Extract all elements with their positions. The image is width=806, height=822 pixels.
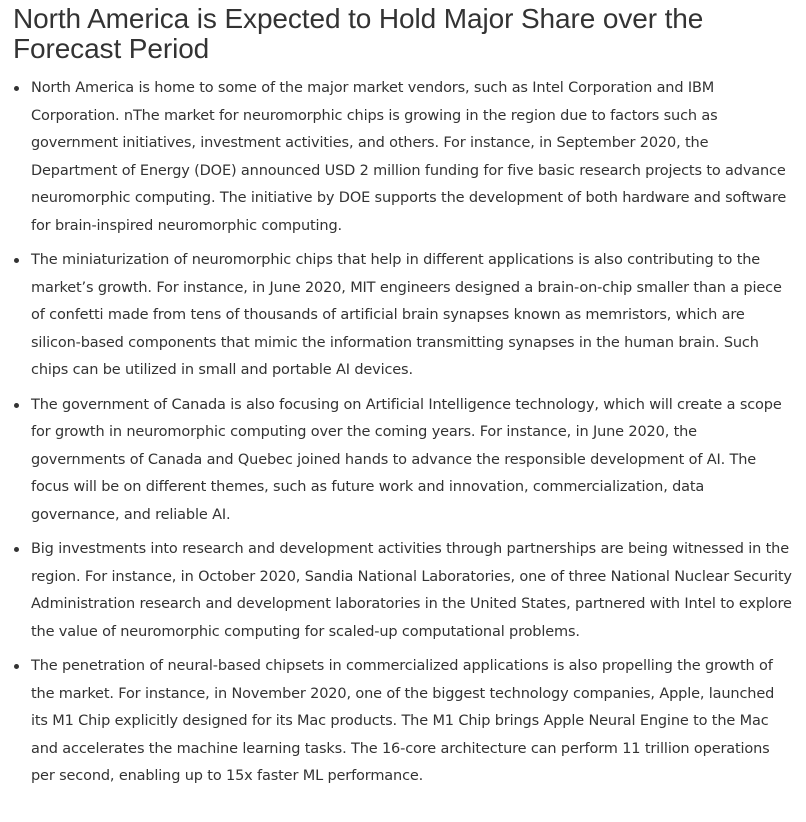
bullet-list: [13, 75, 792, 791]
bullet-text: The penetration of neural-based chipsets in commercialized applications is also propelling the growth of the market. For instance, in November 2020, one of the biggest technology companies, Apple, launched its M1 Chip explicitly designed for its Mac products. The M1 Chip brings Apple Neural Engine to the Mac and accelerates the machine learning tasks. The 16-core architecture can perform 11 trillion operations per second, enabling up to 15x faster ML performance.: [31, 658, 775, 784]
bullet-text: Big investments into research and development activities through partnerships are being witnessed in the region. For instance, in October 2020, Sandia National Laboratories, one of three National Nuclear Security Administration research and development laboratories in the United States, partnered with Intel to explore the value of neuromorphic computing for scaled-up computational problems.: [31, 541, 792, 640]
bullet-text: The miniaturization of neuromorphic chips that help in different applications is also contributing to the market’s growth. For instance, in June 2020, MIT engineers designed a brain-on-chip smaller than a piece of confetti made from tens of thousands of artificial brain synapses known as memristors, which are silicon-based components that mimic the information transmitting synapses in the human brain. Such chips can be utilized in small and portable AI devices.: [31, 252, 782, 378]
bullet-item-apple-m1: [31, 653, 792, 791]
bullet-item-north-america: [31, 75, 792, 240]
bullet-text: The government of Canada is also focusing on Artificial Intelligence technology, which will create a scope for growth in neuromorphic computing over the coming years. For instance, in June 2020, the governments of Canada and Quebec joined hands to advance the responsible development of AI. The focus will be on different themes, such as future work and innovation, commercialization, data governance, and reliable AI.: [31, 396, 782, 523]
bullet-dot-icon: [14, 664, 19, 669]
bullet-item-miniaturization: [31, 247, 792, 385]
bullet-item-canada: [31, 392, 792, 530]
bullet-dot-icon: [14, 86, 19, 91]
bullet-text: North America is home to some of the major market vendors, such as Intel Corporation and IBM Corporation. nThe market for neuromorphic chips is growing in the region due to factors such as government initiatives, investment activities, and others. For instance, in September 2020, the Department of Energy (DOE) announced USD 2 million funding for five basic research projects to advance neuromorphic computing. The initiative by DOE supports the development of both hardware and software for brain-inspired neuromorphic computing.: [31, 80, 787, 234]
bullet-item-investments: [31, 536, 792, 646]
bullet-dot-icon: [14, 403, 19, 408]
bullet-dot-icon: [14, 258, 19, 263]
bullet-dot-icon: [14, 547, 19, 552]
section-heading: North America is Expected to Hold Major Share over the Forecast Period: [13, 3, 704, 64]
